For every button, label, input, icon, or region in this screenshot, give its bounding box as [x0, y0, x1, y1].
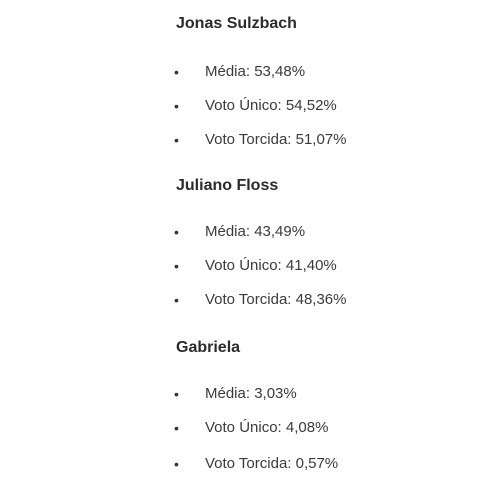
stat-voto-unico: Voto Único: 4,08% [205, 419, 329, 436]
bullet-icon: • [174, 64, 179, 80]
list-item [0, 96, 500, 116]
stat-voto-torcida: Voto Torcida: 48,36% [205, 291, 347, 308]
list-item [0, 256, 500, 276]
stat-media: Média: 43,49% [205, 223, 306, 240]
bullet-icon: • [174, 292, 179, 308]
bullet-icon: • [174, 456, 179, 472]
bullet-icon: • [174, 98, 179, 114]
stat-media: Média: 53,48% [205, 63, 306, 80]
list-item [0, 130, 500, 150]
bullet-icon: • [174, 420, 179, 436]
candidate-name: Jonas Sulzbach [176, 15, 297, 32]
bullet-icon: • [174, 224, 179, 240]
list-item [0, 290, 500, 310]
stat-voto-torcida: Voto Torcida: 51,07% [205, 131, 347, 148]
list-item [0, 222, 500, 242]
candidate-name: Juliano Floss [176, 177, 279, 194]
bullet-icon: • [174, 132, 179, 148]
candidate-name: Gabriela [176, 339, 241, 356]
bullet-icon: • [174, 258, 179, 274]
stat-voto-torcida: Voto Torcida: 0,57% [205, 455, 339, 472]
list-item [0, 62, 500, 82]
stat-voto-unico: Voto Único: 54,52% [205, 97, 337, 114]
stat-media: Média: 3,03% [205, 385, 297, 402]
list-item [0, 384, 500, 404]
list-item [0, 418, 500, 438]
bullet-icon: • [174, 386, 179, 402]
list-item [0, 454, 500, 474]
stat-voto-unico: Voto Único: 41,40% [205, 257, 337, 274]
